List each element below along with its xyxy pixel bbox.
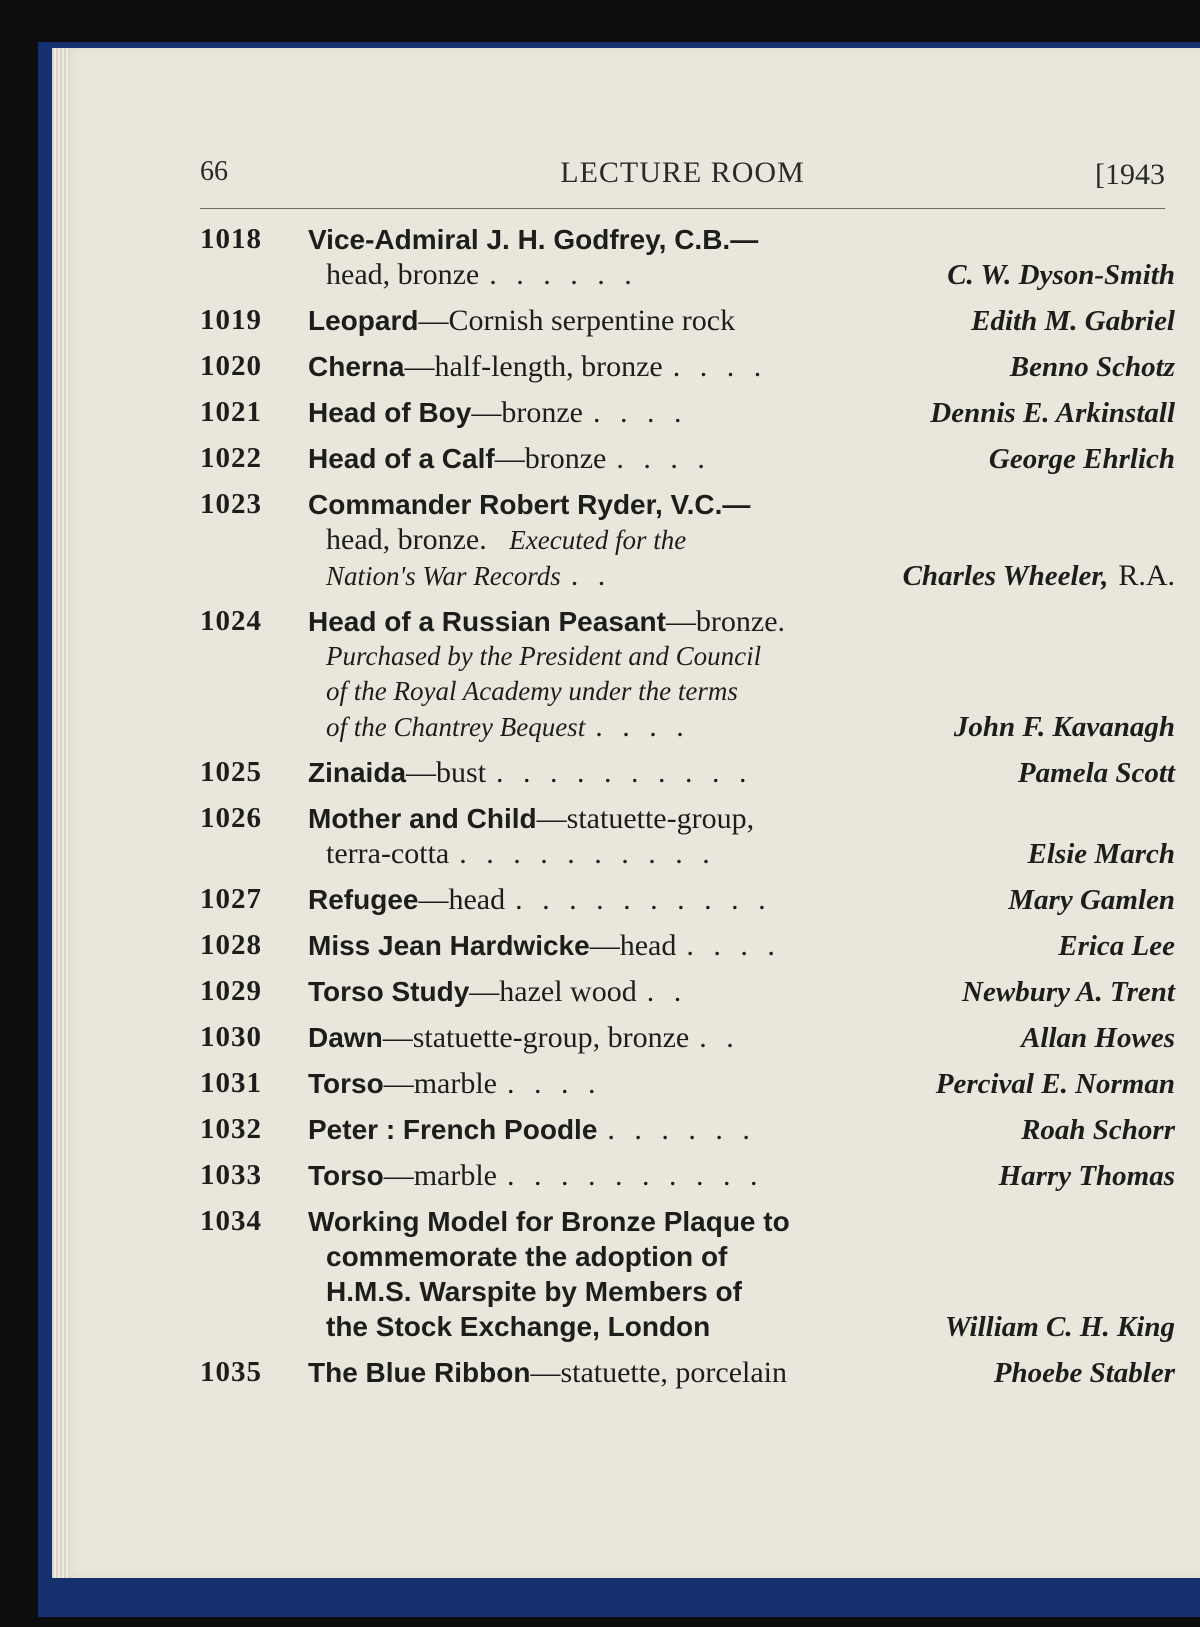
entry-description: —head <box>589 929 677 962</box>
entry-title: Zinaida <box>308 757 407 788</box>
entry-description: head, bronze <box>326 258 480 291</box>
entry-title: Working Model for Bronze Plaque to <box>308 1206 790 1237</box>
entry-number: 1030 <box>200 1021 262 1053</box>
entry-artist: Elsie March <box>1027 838 1175 870</box>
catalogue-entry <box>200 1355 1175 1391</box>
leader-dots: . . . . <box>672 350 768 383</box>
leader-dots: . . . . . . <box>489 258 638 291</box>
leader-dots: . . . . <box>507 1067 602 1100</box>
entry-number: 1018 <box>200 223 262 255</box>
section-title: LECTURE ROOM <box>560 156 805 189</box>
entry-artist: Charles Wheeler, <box>902 560 1109 592</box>
entry-number: 1032 <box>200 1113 262 1145</box>
entry-description: —marble <box>383 1067 497 1100</box>
entry-title: Miss Jean Hardwicke <box>308 930 590 961</box>
entry-description: —half-length, bronze <box>404 350 663 383</box>
entry-note: of the Chantrey Bequest <box>326 712 586 742</box>
catalogue-entry <box>200 755 1175 791</box>
entry-artist: John F. Kavanagh <box>953 711 1175 743</box>
entry-artist: Harry Thomas <box>998 1160 1175 1192</box>
leader-dots: . . . . <box>592 396 688 429</box>
entry-number: 1035 <box>200 1356 262 1388</box>
entry-artist: Allan Howes <box>1021 1022 1175 1054</box>
entry-description: head, bronze. <box>326 523 487 556</box>
entry-description: —statuette-group, <box>536 802 755 835</box>
page-header <box>200 150 1165 196</box>
entry-title-continued: the Stock Exchange, London <box>326 1311 711 1342</box>
entry-description: —marble <box>383 1159 497 1192</box>
entry-note: Nation's War Records <box>326 561 561 591</box>
entry-artist: Pamela Scott <box>1017 757 1175 789</box>
entry-artist: George Ehrlich <box>988 443 1175 475</box>
catalogue-entry <box>200 1158 1175 1194</box>
entry-title: Head of a Russian Peasant <box>308 606 666 637</box>
entry-number: 1027 <box>200 883 262 915</box>
leader-dots: . . . . . . . . . . <box>507 1159 764 1192</box>
artist-suffix: R.A. <box>1118 559 1175 592</box>
entry-number: 1025 <box>200 756 262 788</box>
catalogue-entry <box>200 441 1175 477</box>
entry-title: Peter : French Poodle <box>308 1114 598 1145</box>
entry-description: —bronze. <box>665 605 786 638</box>
entry-number: 1024 <box>200 605 262 637</box>
entry-title: The Blue Ribbon <box>308 1357 531 1388</box>
catalogue-entry <box>200 1066 1175 1102</box>
entry-artist: Roah Schorr <box>1021 1114 1175 1146</box>
entry-number: 1031 <box>200 1067 262 1099</box>
entry-artist: C. W. Dyson-Smith <box>947 259 1175 291</box>
entry-title: Vice-Admiral J. H. Godfrey, C.B.— <box>308 224 759 255</box>
catalogue-entry <box>200 487 1175 594</box>
leader-dots: . . . . . . . . . . <box>496 756 753 789</box>
entry-title-continued: H.M.S. Warspite by Members of <box>326 1276 742 1307</box>
entry-artist: Benno Schotz <box>1009 351 1175 383</box>
catalogue-entry <box>200 395 1175 431</box>
header-rule <box>200 208 1165 209</box>
entry-number: 1028 <box>200 929 262 961</box>
leader-dots: . . <box>570 559 612 592</box>
leader-dots: . . . . <box>595 710 690 743</box>
leader-dots: . . . . . . . . . . <box>515 883 772 916</box>
page-number: 66 <box>200 156 228 187</box>
catalogue-entry <box>200 1112 1175 1148</box>
entry-artist: Edith M. Gabriel <box>971 305 1175 337</box>
entry-note: Executed for the <box>509 525 687 555</box>
entry-number: 1034 <box>200 1205 262 1237</box>
year-label: [1943 <box>1095 158 1165 191</box>
entry-title: Head of Boy <box>308 397 472 428</box>
catalogue-entry <box>200 1204 1175 1345</box>
catalogue-entry <box>200 604 1175 745</box>
entry-number: 1022 <box>200 442 262 474</box>
entry-title: Torso <box>308 1160 384 1191</box>
entry-artist: Phoebe Stabler <box>993 1357 1175 1389</box>
entry-title: Torso Study <box>308 976 470 1007</box>
entry-note: of the Royal Academy under the terms <box>326 676 738 706</box>
entry-note: Purchased by the President and Council <box>326 641 762 671</box>
entry-description: —bronze <box>471 396 583 429</box>
entry-artist: Mary Gamlen <box>1008 884 1175 916</box>
page-edges <box>52 48 68 1578</box>
entry-description: —statuette, porcelain <box>530 1356 788 1389</box>
entry-number: 1023 <box>200 488 262 520</box>
catalogue-entry <box>200 974 1175 1010</box>
entry-artist: Newbury A. Trent <box>962 976 1175 1008</box>
catalogue-entry <box>200 928 1175 964</box>
entry-number: 1019 <box>200 304 262 336</box>
entry-artist: Dennis E. Arkinstall <box>930 397 1175 429</box>
entry-number: 1020 <box>200 350 262 382</box>
entry-title: Leopard <box>308 305 419 336</box>
entry-number: 1029 <box>200 975 262 1007</box>
leader-dots: . . . . . . . . . . <box>459 837 716 870</box>
entry-description: —bust <box>406 756 487 789</box>
catalogue-entry <box>200 1020 1175 1056</box>
catalogue-entry <box>200 303 1175 339</box>
entry-description: —bronze <box>494 442 607 475</box>
entry-description: —statuette-group, bronze <box>382 1021 690 1054</box>
entry-number: 1026 <box>200 802 262 834</box>
entry-artist: William C. H. King <box>944 1311 1175 1343</box>
leader-dots: . . <box>646 975 688 1008</box>
entry-title: Cherna <box>308 351 405 382</box>
entry-title-continued: commemorate the adoption of <box>326 1241 728 1272</box>
entry-number: 1021 <box>200 396 262 428</box>
entry-title: Torso <box>308 1068 384 1099</box>
leader-dots: . . . . <box>616 442 711 475</box>
leader-dots: . . <box>699 1021 740 1054</box>
entry-artist: Percival E. Norman <box>935 1068 1175 1100</box>
catalogue-entry <box>200 222 1175 293</box>
entry-description: —hazel wood <box>469 975 637 1008</box>
entry-title: Commander Robert Ryder, V.C.— <box>308 489 751 520</box>
entry-description: —head <box>418 883 506 916</box>
catalogue-entry <box>200 882 1175 918</box>
entry-title: Head of a Calf <box>308 443 495 474</box>
catalogue-entry <box>200 349 1175 385</box>
entry-description: terra-cotta <box>326 837 450 870</box>
entry-title: Dawn <box>308 1022 383 1053</box>
leader-dots: . . . . <box>686 929 781 962</box>
entry-artist: Erica Lee <box>1058 930 1175 962</box>
entry-number: 1033 <box>200 1159 262 1191</box>
entry-description: —Cornish serpentine rock <box>418 304 736 337</box>
entry-title: Refugee <box>308 884 419 915</box>
leader-dots: . . . . . . <box>607 1113 756 1146</box>
catalogue-list <box>200 222 1175 1401</box>
entry-title: Mother and Child <box>308 803 537 834</box>
catalogue-entry <box>200 801 1175 872</box>
